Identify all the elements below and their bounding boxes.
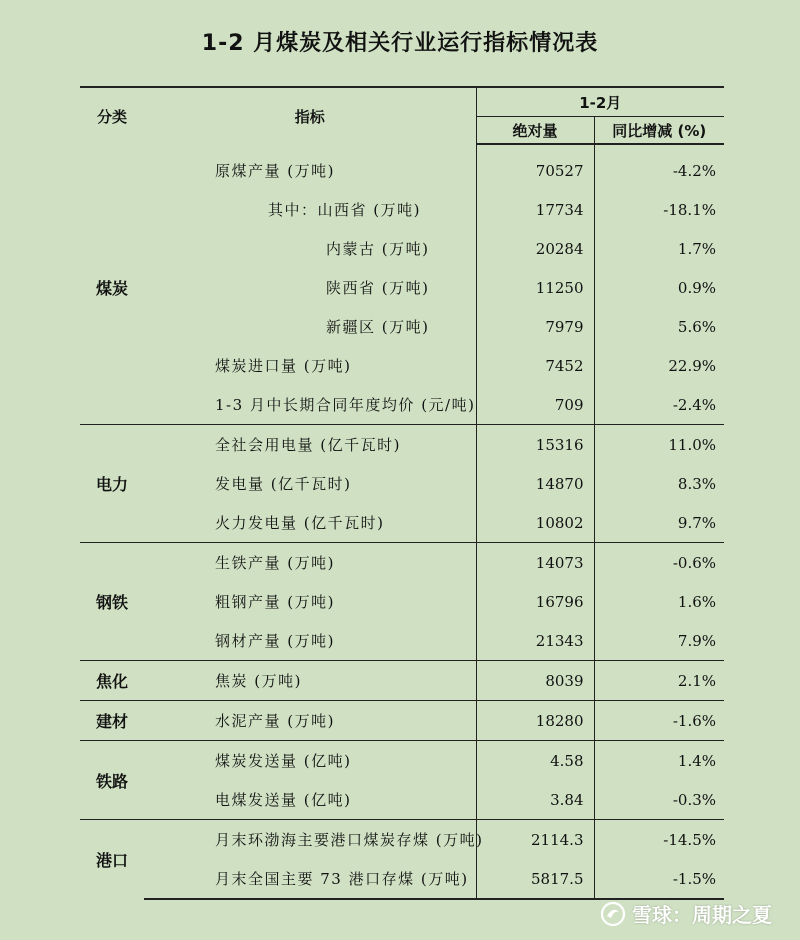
category-cell: 钢铁 [80,543,144,661]
yoy-change-cell: -1.5% [594,859,724,899]
watermark [600,899,772,928]
absolute-value-cell: 7979 [476,307,594,346]
absolute-value-cell: 14870 [476,464,594,503]
yoy-change-cell: -0.6% [594,543,724,583]
category-cell: 铁路 [80,741,144,820]
absolute-value-cell: 16796 [476,582,594,621]
absolute-value-cell: 18280 [476,701,594,741]
page-title: 1-2 月煤炭及相关行业运行指标情况表 [201,31,599,56]
table-row [80,701,724,741]
indicator-cell: 发电量 (亿千瓦时) [215,475,352,493]
table-row [80,780,724,820]
indicator-cell: 煤炭发送量 (亿吨) [144,741,476,781]
category-cell: 煤炭 [95,278,128,298]
header-period: 1-2月 [476,87,724,117]
yoy-change-cell: -2.4% [594,385,724,425]
table-row [80,385,724,425]
yoy-change-cell: 9.7% [594,503,724,543]
absolute-value-cell: 7452 [476,346,594,385]
absolute-value-cell: 21343 [476,621,594,661]
table-row [80,190,724,229]
absolute-value-cell: 10802 [476,503,594,543]
indicator-cell: 其中：山西省 (万吨) [268,201,421,219]
yoy-change-cell: 8.3% [594,464,724,503]
yoy-change-cell: 0.9% [594,268,724,307]
category-cell: 港口 [80,820,144,900]
snowball-logo-icon [600,901,626,927]
table-row [80,268,724,307]
yoy-change-cell: 22.9% [594,346,724,385]
table-row [80,503,724,543]
table-row [80,464,724,503]
indicator-cell: 原煤产量 (万吨) [215,161,335,180]
yoy-change-cell: -0.3% [594,780,724,820]
absolute-value-cell: 5817.5 [476,859,594,899]
category-cell: 电力 [80,425,144,543]
yoy-change-cell: -1.6% [594,701,724,741]
absolute-value-cell: 3.84 [476,780,594,820]
indicator-cell: 全社会用电量 (亿千瓦时) [144,425,476,465]
indicator-cell: 火力发电量 (亿千瓦时) [215,514,385,532]
header-indicator: 指标 [144,87,476,144]
table-row [80,741,724,781]
category-cell: 建材 [80,701,144,741]
indicator-cell: 水泥产量 (万吨) [144,701,476,741]
absolute-value-cell: 70527 [476,144,594,190]
yoy-change-cell: 1.7% [594,229,724,268]
yoy-change-cell: -14.5% [594,820,724,860]
indicator-cell: 电煤发送量 (亿吨) [215,791,352,809]
yoy-change-cell: -18.1% [594,190,724,229]
absolute-value-cell: 4.58 [476,741,594,781]
indicator-cell: 生铁产量 (万吨) [144,543,476,583]
yoy-change-cell: 5.6% [594,307,724,346]
yoy-change-cell: 1.6% [594,582,724,621]
yoy-change-cell: 7.9% [594,621,724,661]
indicator-cell: 钢材产量 (万吨) [215,632,335,650]
category-cell: 焦化 [80,661,144,701]
table-row [80,820,724,860]
indicator-cell: 月末环渤海主要港口煤炭存煤 (万吨) [144,820,476,860]
absolute-value-cell: 20284 [476,229,594,268]
header-absolute: 绝对量 [476,117,594,145]
table-row [80,859,724,899]
indicator-cell: 煤炭进口量 (万吨) [215,357,352,375]
absolute-value-cell: 2114.3 [476,820,594,860]
yoy-change-cell: -4.2% [594,144,724,190]
table-row [80,621,724,661]
table-row [80,661,724,701]
table-row [80,307,724,346]
yoy-change-cell: 1.4% [594,741,724,781]
table-row [80,346,724,385]
absolute-value-cell: 709 [476,385,594,425]
yoy-change-cell: 2.1% [594,661,724,701]
indicator-cell: 陕西省 (万吨) [326,279,430,297]
indicator-cell: 月末全国主要 73 港口存煤 (万吨) [144,859,476,899]
indicator-cell: 1-3 月中长期合同年度均价 (元/吨) [215,396,476,414]
indicator-cell: 内蒙古 (万吨) [326,240,430,258]
absolute-value-cell: 8039 [476,661,594,701]
table-row [80,582,724,621]
header-yoy: 同比增减 (%) [594,117,724,145]
absolute-value-cell: 15316 [476,425,594,465]
absolute-value-cell: 14073 [476,543,594,583]
indicator-table [80,86,724,900]
table-row [80,543,724,583]
absolute-value-cell: 11250 [476,268,594,307]
table-row [80,229,724,268]
header-category: 分类 [80,87,144,144]
indicator-cell: 焦炭 (万吨) [144,661,476,701]
table-row [80,425,724,465]
absolute-value-cell: 17734 [476,190,594,229]
indicator-cell: 粗钢产量 (万吨) [215,593,335,611]
watermark-text: 雪球：周期之夏 [632,903,772,927]
indicator-cell: 新疆区 (万吨) [326,318,430,336]
table-row [80,144,724,190]
yoy-change-cell: 11.0% [594,425,724,465]
